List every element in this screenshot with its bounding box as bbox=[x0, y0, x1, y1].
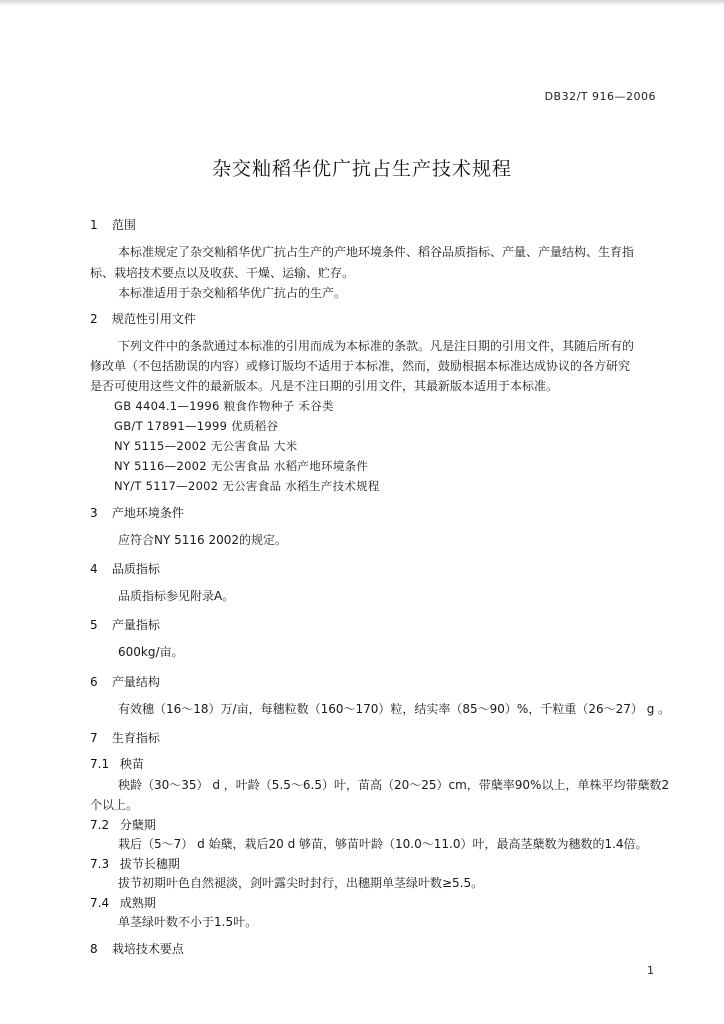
section-heading-normative-references bbox=[90, 310, 196, 327]
section-number: 3 bbox=[90, 506, 98, 520]
standard-code: DB32/T 916—2006 bbox=[544, 90, 656, 103]
section-title: 品质指标 bbox=[111, 562, 160, 576]
subsection-number: 7.3 bbox=[90, 857, 110, 871]
subsection-heading-seedling bbox=[90, 755, 144, 772]
section-heading-scope bbox=[90, 216, 136, 233]
paragraph-line: 有效穗（16～18）万/亩，每穗粒数（160～170）粒，结实率（85～90）%，千粒重（26～27） g 。 bbox=[118, 702, 671, 716]
section-number: 2 bbox=[90, 312, 98, 326]
subsection-title: 分蘖期 bbox=[119, 818, 156, 832]
paragraph-line: 拔节初期叶色自然褪淡，剑叶露尖时封行，出穗期单茎绿叶数≥5.5。 bbox=[118, 876, 484, 890]
paragraph-line: 本标准适用于杂交籼稻华优广抗占的生产。 bbox=[118, 286, 347, 300]
subsection-title: 秧苗 bbox=[119, 757, 144, 771]
subsection-title: 成熟期 bbox=[119, 896, 156, 910]
subsection-number: 7.1 bbox=[90, 757, 110, 771]
section-heading-environment bbox=[90, 504, 184, 521]
section-title: 生育指标 bbox=[111, 731, 160, 745]
subsection-number: 7.4 bbox=[90, 896, 110, 910]
subsection-title: 拔节长穗期 bbox=[119, 857, 180, 871]
paragraph-line: 下列文件中的条款通过本标准的引用而成为本标准的条款。凡是注日期的引用文件，其随后所有的 bbox=[118, 339, 635, 353]
section-number: 4 bbox=[90, 562, 98, 576]
subsection-heading-maturity bbox=[90, 894, 156, 911]
paragraph-line: 栽后（5～7） d 始蘖，栽后20 d 够苗，够苗叶龄（10.0～11.0）叶，最高茎蘖数为穗数的1.4倍。 bbox=[118, 837, 648, 851]
paragraph-line: 个以上。 bbox=[90, 798, 139, 812]
section-title: 产量指标 bbox=[111, 618, 160, 632]
section-heading-yield-structure bbox=[90, 673, 160, 690]
paragraph-line: 秧龄（30～35） d ，叶龄（5.5～6.5）叶，苗高（20～25）cm，带蘖率90%以上，单株平均带蘖数2 bbox=[118, 778, 670, 792]
section-title: 产地环境条件 bbox=[111, 506, 184, 520]
subsection-heading-jointing bbox=[90, 855, 180, 872]
section-heading-yield bbox=[90, 616, 160, 633]
page-top-edge bbox=[0, 0, 724, 6]
paragraph-line: 本标准规定了杂交籼稻华优广抗占生产的产地环境条件、稻谷品质指标、产量、产量结构、生育指 bbox=[118, 245, 635, 259]
section-title: 栽培技术要点 bbox=[111, 942, 184, 956]
paragraph-line: 标、栽培技术要点以及收获、干燥、运输、贮存。 bbox=[90, 266, 355, 280]
paragraph-line: 应符合NY 5116 2002的规定。 bbox=[118, 533, 288, 547]
paragraph-line: 品质指标参见附录A。 bbox=[118, 589, 235, 603]
section-title: 产量结构 bbox=[111, 675, 160, 689]
section-number: 1 bbox=[90, 218, 98, 232]
page-number: 1 bbox=[647, 964, 654, 977]
paragraph-line: 修改单（不包括勘误的内容）或修订版均不适用于本标准，然而，鼓励根据本标准达成协议的各方研究 bbox=[90, 359, 631, 373]
document-title: 杂交籼稻华优广抗占生产技术规程 bbox=[211, 158, 512, 180]
reference-item: NY/T 5117—2002 无公害食品 水稻生产技术规程 bbox=[114, 479, 380, 493]
section-number: 8 bbox=[90, 942, 98, 956]
reference-item: GB 4404.1—1996 粮食作物种子 禾谷类 bbox=[114, 399, 334, 413]
section-heading-growth bbox=[90, 729, 160, 746]
paragraph-line: 是否可使用这些文件的最新版本。凡是不注日期的引用文件，其最新版本适用于本标准。 bbox=[90, 379, 559, 393]
section-number: 7 bbox=[90, 731, 98, 745]
reference-item: NY 5115—2002 无公害食品 大米 bbox=[114, 439, 298, 453]
subsection-number: 7.2 bbox=[90, 818, 110, 832]
section-title: 规范性引用文件 bbox=[111, 312, 196, 326]
reference-item: GB/T 17891—1999 优质稻谷 bbox=[114, 419, 279, 433]
section-heading-quality bbox=[90, 560, 160, 577]
section-heading-cultivation bbox=[90, 940, 184, 957]
subsection-heading-tillering bbox=[90, 816, 156, 833]
section-number: 6 bbox=[90, 675, 98, 689]
section-number: 5 bbox=[90, 618, 98, 632]
paragraph-line: 600kg/亩。 bbox=[118, 645, 184, 659]
section-title: 范围 bbox=[111, 218, 136, 232]
reference-item: NY 5116—2002 无公害食品 水稻产地环境条件 bbox=[114, 459, 369, 473]
paragraph-line: 单茎绿叶数不小于1.5叶。 bbox=[118, 915, 258, 929]
